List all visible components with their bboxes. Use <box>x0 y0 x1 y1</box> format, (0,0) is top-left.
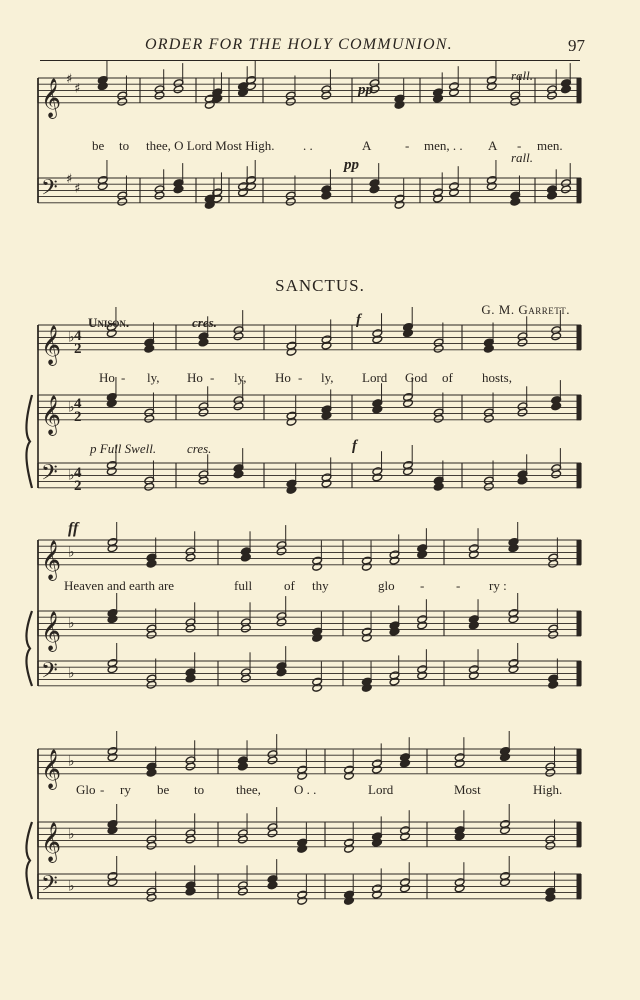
lyric-syllable: hosts, <box>482 370 512 385</box>
time-sig-top: 4 <box>74 465 82 481</box>
lyric-syllable: ry : <box>489 578 507 593</box>
time-sig-bottom: 2 <box>74 409 82 425</box>
time-sig-bottom: 2 <box>74 478 82 494</box>
lyric-syllable: - <box>517 138 522 153</box>
lyric-syllable: ly, <box>147 370 160 385</box>
lyric-syllable: - <box>210 370 215 385</box>
lyric-syllable: glo <box>378 578 395 593</box>
flat-icon: ♭ <box>68 878 75 895</box>
forte-mark-upper: f <box>356 312 361 328</box>
final-bar <box>577 395 581 420</box>
final-bar <box>577 874 581 899</box>
fortissimo-mark: ff <box>68 520 79 537</box>
treble-clef-icon: 𝄞 <box>41 610 62 651</box>
lyric-syllable: full <box>234 578 253 593</box>
rall-mark-lower: rall. <box>511 150 534 165</box>
unison-mark: Unison. <box>88 315 130 330</box>
treble-clef-icon: 𝄞 <box>41 539 62 580</box>
bass-clef-icon: 𝄢 <box>41 658 58 689</box>
flat-icon: ♭ <box>68 467 75 484</box>
lyric-syllable: of <box>284 578 295 593</box>
time-sig-bottom: 2 <box>74 341 82 357</box>
flat-icon: ♭ <box>68 826 75 843</box>
lyric-syllable: - <box>420 578 425 593</box>
final-bar <box>577 749 581 774</box>
final-bar <box>577 540 581 565</box>
composer-credit: G. M. Garrett. <box>481 302 570 317</box>
final-bar <box>577 78 581 103</box>
flat-icon: ♭ <box>68 399 75 416</box>
sharp-icon: ♯ <box>74 81 81 97</box>
lyric-syllable: Ho <box>187 370 203 385</box>
lyric-syllable: Ho <box>275 370 291 385</box>
treble-clef-icon: 𝄞 <box>41 324 62 365</box>
time-sig-top: 4 <box>74 396 82 412</box>
lyric-syllable: ry <box>120 782 131 797</box>
system-brace <box>26 611 32 686</box>
lyric-syllable: ly, <box>234 370 247 385</box>
final-bar <box>577 822 581 847</box>
lyric-syllable: thee, <box>236 782 261 797</box>
final-bar <box>577 611 581 636</box>
flat-icon: ♭ <box>68 615 75 632</box>
lyric-syllable: be <box>92 138 105 153</box>
treble-clef-icon: 𝄞 <box>41 394 62 435</box>
lyric-syllable: . . <box>303 138 313 153</box>
lyric-syllable: to <box>194 782 205 797</box>
bass-clef-icon: 𝄢 <box>41 460 58 491</box>
lyric-syllable: Most <box>454 782 481 797</box>
lyric-syllable: God <box>405 370 428 385</box>
cres-mark-lower: cres. <box>187 441 212 456</box>
system-brace <box>26 822 32 899</box>
bass-clef-icon: 𝄢 <box>41 871 58 902</box>
sharp-icon: ♯ <box>74 181 81 197</box>
forte-mark-lower: f <box>352 438 357 454</box>
lyric-syllable: be <box>157 782 170 797</box>
pp-mark-lower: pp <box>344 157 359 173</box>
final-bar <box>577 661 581 686</box>
final-bar <box>577 463 581 488</box>
lyric-syllable: O . . <box>294 782 317 797</box>
lyric-syllable: to <box>119 138 130 153</box>
lyric-syllable: A <box>488 138 498 153</box>
sharp-icon: ♯ <box>66 172 73 187</box>
lyric-syllable: Ho <box>99 370 115 385</box>
lyric-syllable: - <box>121 370 126 385</box>
lyric-syllable: A <box>362 138 372 153</box>
section-heading: SANCTUS. <box>275 276 365 295</box>
sharp-icon: ♯ <box>66 72 73 87</box>
lyric-syllable: - <box>456 578 461 593</box>
full-swell-mark: p Full Swell. <box>90 441 157 456</box>
cres-mark-upper: cres. <box>192 315 217 330</box>
final-bar <box>577 325 581 350</box>
flat-icon: ♭ <box>68 544 75 561</box>
treble-clef-icon: 𝄞 <box>41 821 62 862</box>
treble-clef-icon: 𝄞 <box>41 748 62 789</box>
lyric-syllable: Heaven and earth are <box>64 578 175 593</box>
flat-icon: ♭ <box>68 329 75 346</box>
lyric-syllable: ly, <box>321 370 334 385</box>
bass-clef-icon: 𝄢 <box>41 175 58 206</box>
lyric-syllable: - <box>298 370 303 385</box>
running-title: ORDER FOR THE HOLY COMMUNION. <box>145 36 453 53</box>
lyric-syllable: men, . . <box>424 138 463 153</box>
time-sig-top: 4 <box>74 328 82 344</box>
lyric-syllable: - <box>405 138 410 153</box>
treble-clef-icon: 𝄞 <box>41 77 62 118</box>
lyric-syllable: thee, O Lord Most High. <box>146 138 275 153</box>
lyric-syllable: High. <box>533 782 563 797</box>
system-brace <box>26 395 32 488</box>
final-bar <box>577 178 581 203</box>
lyric-syllable: Lord <box>362 370 388 385</box>
flat-icon: ♭ <box>68 665 75 682</box>
pp-mark-upper: pp <box>358 82 373 98</box>
lyric-syllable: of <box>442 370 453 385</box>
lyric-syllable: men. <box>537 138 563 153</box>
flat-icon: ♭ <box>68 753 75 770</box>
rall-mark-upper: rall. <box>511 68 534 83</box>
lyric-syllable: thy <box>312 578 329 593</box>
page-number: 97 <box>568 36 585 55</box>
lyric-syllable: Glo <box>76 782 96 797</box>
lyric-syllable: - <box>100 782 105 797</box>
lyric-syllable: Lord <box>368 782 394 797</box>
